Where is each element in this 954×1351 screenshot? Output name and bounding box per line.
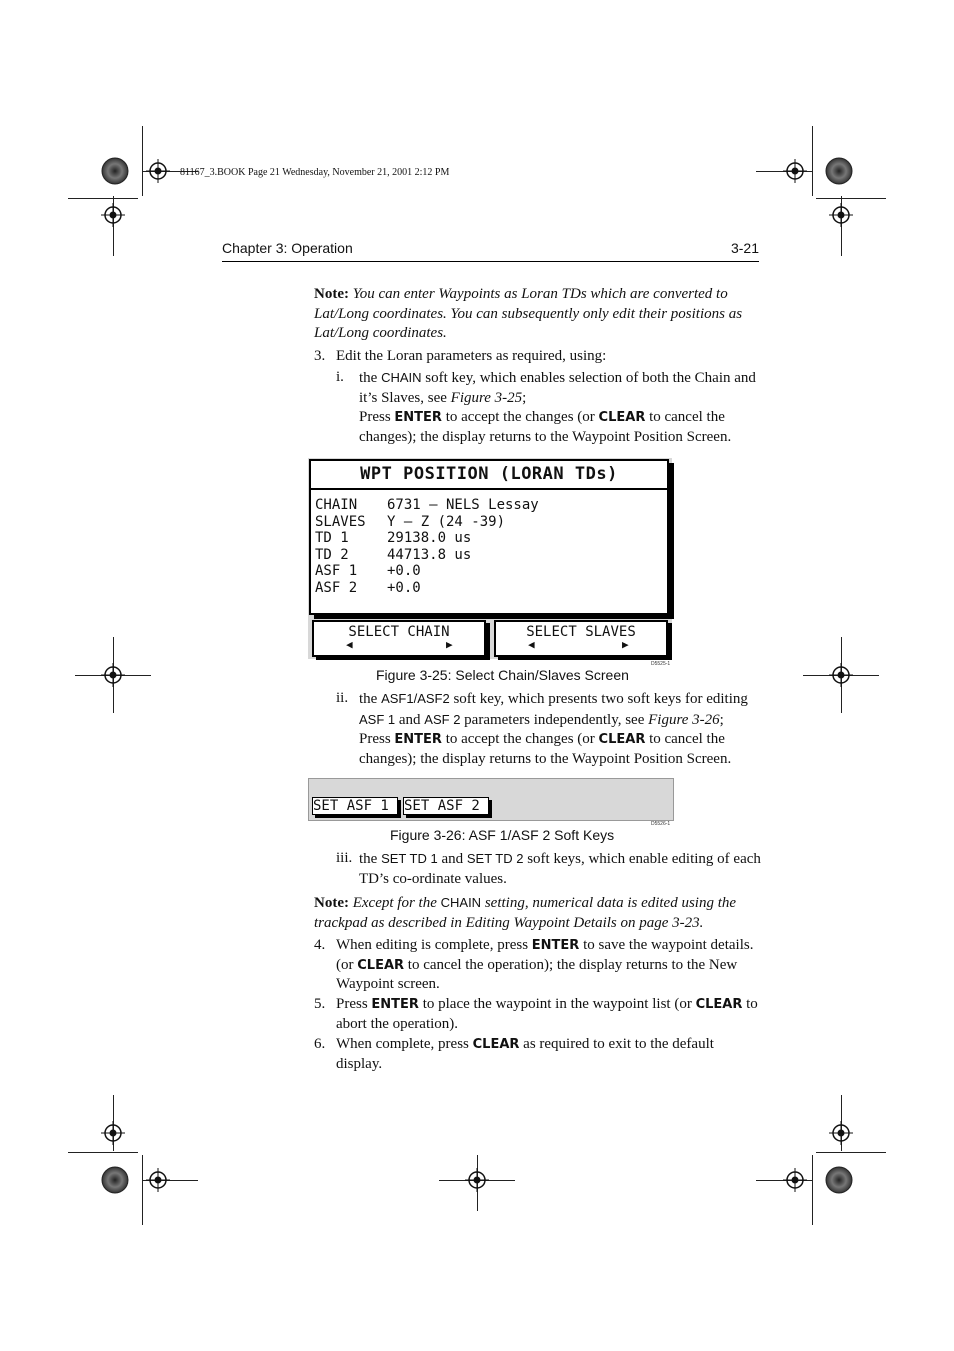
step-4-a: When editing is complete, press (336, 937, 529, 953)
row-label: ASF 2 (315, 579, 358, 596)
step-5-text (336, 995, 761, 1034)
figure-id: D5525-1 (651, 661, 671, 667)
row-label: SLAVES (315, 513, 366, 530)
accept-text: to accept the changes (or (445, 409, 595, 425)
row-label: TD 1 (315, 530, 349, 546)
step-i-number: i. (336, 369, 344, 385)
step-3-text: Edit the Loran parameters as required, using: (336, 348, 607, 364)
print-info: 81167_3.BOOK Page 21 Wednesday, November 21, 2001 2:12 PM (180, 167, 450, 178)
row-value: 6731 – NELS Lessay (387, 497, 539, 513)
step-6-b: as required to exit to the default display. (336, 1036, 714, 1072)
row-label: CHAIN (315, 497, 358, 513)
note-2-pre: Except for the (352, 895, 437, 911)
step-4-number: 4. (314, 937, 326, 953)
step-6-text (336, 1035, 746, 1074)
step-5-b: to place the waypoint in the waypoint list (or (422, 996, 692, 1012)
step-4-c: to cancel the operation); the display returns to the New Waypoint screen. (336, 956, 738, 992)
note-label: Note: (314, 895, 349, 911)
set-asf2-softkey[interactable]: SET ASF 2 (403, 797, 489, 815)
step-iii-text (359, 849, 761, 889)
figure-ref-3-26: Figure 3-26 (648, 711, 720, 728)
word-the: the (359, 370, 378, 386)
word-and: and (398, 711, 421, 728)
cancel-text: to cancel the changes); the display returns to the Waypoint Position Screen. (359, 409, 732, 445)
chain-key-ref: CHAIN (440, 895, 482, 910)
page-number: 3-21 (730, 240, 759, 256)
set-td1-ref: SET TD 1 (381, 851, 438, 866)
step-3-number: 3. (314, 348, 326, 364)
figure-ref-3-25: Figure 3-25 (450, 389, 523, 406)
word-the: the (359, 691, 378, 707)
asf2-ref: ASF 2 (424, 711, 461, 727)
chapter-heading: Chapter 3: Operation (222, 240, 353, 256)
clear-key-ref: CLEAR (598, 732, 646, 747)
step-ii-desc-2: parameters independently, see (464, 711, 645, 728)
screen-row (315, 547, 667, 564)
step-i-desc: soft key, which enables selection of both the Chain and it’s Slaves, see (359, 370, 756, 406)
row-label: ASF 1 (315, 563, 358, 579)
note-text: You can enter Waypoints as Loran TDs which are converted to Lat/Long coordinates. You can subsequently only edit their positions as Lat/Long coordinates. (314, 286, 743, 341)
step-iii-number: iii. (336, 850, 353, 866)
chain-key-ref: CHAIN (381, 370, 422, 385)
figure-caption-3-25: Figure 3-25: Select Chain/Slaves Screen (376, 667, 629, 683)
step-5-c: to abort the operation). (336, 996, 758, 1032)
step-ii-number: ii. (336, 690, 349, 706)
word-the: the (359, 851, 378, 867)
row-value: +0.0 (387, 579, 421, 596)
step-4-text (336, 936, 761, 995)
softkey-label: SELECT SLAVES (526, 624, 636, 640)
note-2 (314, 893, 760, 933)
accept-text: to accept the changes (or (445, 731, 595, 747)
screen-row (315, 580, 667, 597)
set-asf1-softkey[interactable]: SET ASF 1 (312, 797, 398, 815)
set-td2-ref: SET TD 2 (466, 851, 524, 866)
enter-key-ref: ENTER (394, 410, 442, 425)
row-value: 29138.0 us (387, 530, 472, 546)
clear-key-ref: CLEAR (695, 997, 743, 1012)
note-1 (314, 285, 760, 344)
asf-softkeys-panel (308, 778, 674, 821)
screen-title: WPT POSITION (LORAN TDs) (311, 461, 667, 490)
clear-key-ref: CLEAR (598, 410, 646, 425)
word-press: Press (359, 409, 391, 425)
screen-row (315, 514, 667, 531)
clear-key-ref: CLEAR (472, 1037, 520, 1052)
note-2-post: setting, numerical data is edited using the trackpad as described in Editing Waypoint Details on page 3-23. (314, 895, 737, 931)
enter-key-ref: ENTER (371, 997, 419, 1012)
arrow-left-icon: ◀ (346, 638, 353, 651)
screen-row (315, 530, 667, 547)
screen-rows (311, 490, 667, 596)
word-and: and (441, 851, 464, 867)
step-iii-desc: soft keys, which enable editing of each TD’s co-ordinate values. (359, 851, 761, 887)
step-6-a: When complete, press (336, 1036, 469, 1052)
enter-key-ref: ENTER (531, 938, 580, 953)
word-press: Press (359, 731, 391, 747)
wpt-position-screen (308, 458, 672, 659)
row-label: TD 2 (315, 546, 349, 563)
step-4-b: to save the waypoint details. (or (336, 937, 754, 973)
step-ii-desc: soft key, which presents two soft keys for editing (453, 691, 748, 707)
note-label: Note: (314, 286, 349, 302)
figure-id: D5526-1 (651, 821, 671, 827)
clear-key-ref: CLEAR (357, 957, 405, 973)
screen-main-panel (309, 459, 669, 615)
screen-row (315, 563, 667, 580)
step-5-number: 5. (314, 996, 326, 1012)
step-6-number: 6. (314, 1036, 326, 1052)
row-value: +0.0 (387, 563, 421, 579)
step-i-text: the CHAIN soft key, which enables selection of both the Chain and it’s Slaves, see Figure 3-25; Press ENTER to accept the changes (or CLEAR to cancel the changes); the display returns to the Waypoint Position Screen. (359, 370, 756, 445)
step-5-a: Press (336, 996, 368, 1012)
select-slaves-softkey[interactable] (494, 620, 668, 657)
asf1-ref: ASF 1 (359, 711, 396, 727)
enter-key-ref: ENTER (394, 732, 442, 747)
row-value: 44713.8 us (387, 546, 472, 563)
select-chain-softkey[interactable] (312, 620, 486, 657)
screen-row (315, 497, 667, 514)
cancel-text: to cancel the changes); the display returns to the Waypoint Position Screen. (359, 731, 732, 767)
arrow-right-icon: ▶ (622, 638, 629, 651)
arrow-right-icon: ▶ (446, 638, 453, 651)
softkey-label: SELECT CHAIN (348, 624, 450, 640)
figure-caption-3-26: Figure 3-26: ASF 1/ASF 2 Soft Keys (390, 827, 615, 843)
asf-key-ref: ASF1/ASF2 (381, 691, 450, 706)
arrow-left-icon: ◀ (528, 638, 535, 651)
step-ii-text: the ASF1/ASF2 soft key, which presents two soft keys for editing ASF 1 and ASF 2 parameters independently, see Figure 3-26; Press ENTER to accept the changes (or CLEAR to cancel the changes); the display returns to the Waypoint Position Screen. (359, 691, 748, 767)
row-value: Y – Z (24 -39) (387, 513, 506, 530)
header-rule (222, 261, 759, 262)
